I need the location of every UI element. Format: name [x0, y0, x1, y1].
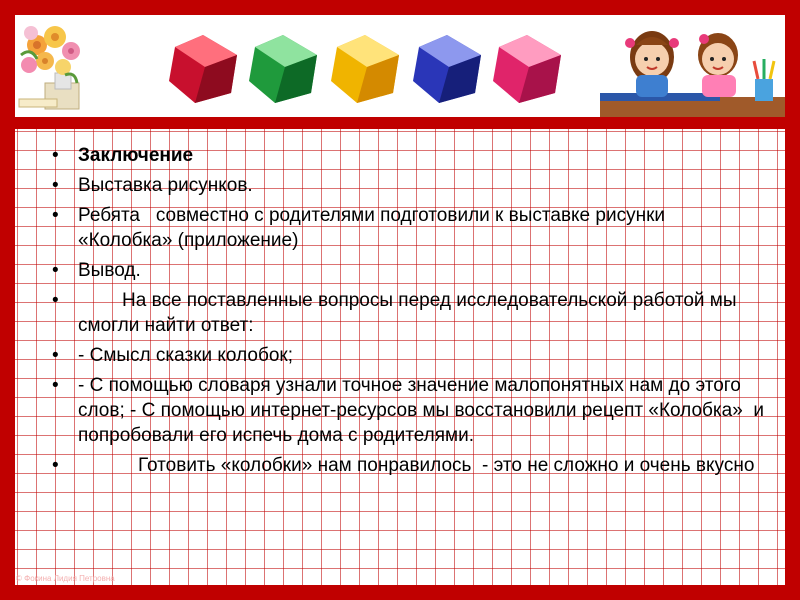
header-strip — [123, 15, 603, 117]
list-item — [44, 173, 764, 198]
bullet: • — [52, 205, 59, 226]
content-list — [44, 143, 775, 483]
list-item-text: На все поставленные вопросы перед исследовательской работой мы смогли найти ответ: — [78, 290, 737, 336]
list-item-text: - С помощью словаря узнали точное значение малопонятных нам до этого слов; - С помощью интернет-ресурсов мы восстановили рецепт «Колобка» и попробовали его испечь дома с родителями. — [78, 375, 775, 446]
green-cube-icon — [245, 31, 321, 107]
section-heading: Заключение — [78, 145, 194, 166]
bullet: • — [52, 375, 59, 396]
list-item — [44, 453, 764, 478]
author-credit: © Фокина Лидия Петровна — [16, 574, 115, 583]
header-banner — [15, 15, 785, 117]
list-item-text: Выставка рисунков. — [78, 175, 253, 196]
bullet: • — [52, 290, 59, 311]
bullet: • — [52, 260, 59, 281]
list-item-text: - Смысл сказки колобок; — [78, 345, 293, 366]
list-item — [44, 258, 764, 283]
red-cube-icon — [165, 31, 241, 107]
flower-bouquet-icon — [15, 15, 123, 117]
list-item — [44, 288, 764, 338]
list-item-text: Готовить «колобки» нам понравилось - это не сложно и очень вкусно — [138, 455, 755, 476]
list-item — [44, 143, 764, 168]
list-item — [44, 373, 775, 448]
pink-cube-icon — [489, 31, 565, 107]
bullet: • — [52, 455, 59, 476]
children-at-desk-icon — [600, 17, 785, 117]
blue-cube-icon — [409, 31, 485, 107]
bullet: • — [52, 145, 59, 166]
list-item — [44, 203, 764, 253]
list-item — [44, 343, 764, 368]
bullet: • — [52, 175, 59, 196]
bullet: • — [52, 345, 59, 366]
list-item-text: Ребята совместно с родителями подготовили к выставке рисунки «Колобка» (приложение) — [78, 205, 671, 251]
yellow-cube-icon — [327, 31, 403, 107]
list-item-text: Вывод. — [78, 260, 141, 281]
